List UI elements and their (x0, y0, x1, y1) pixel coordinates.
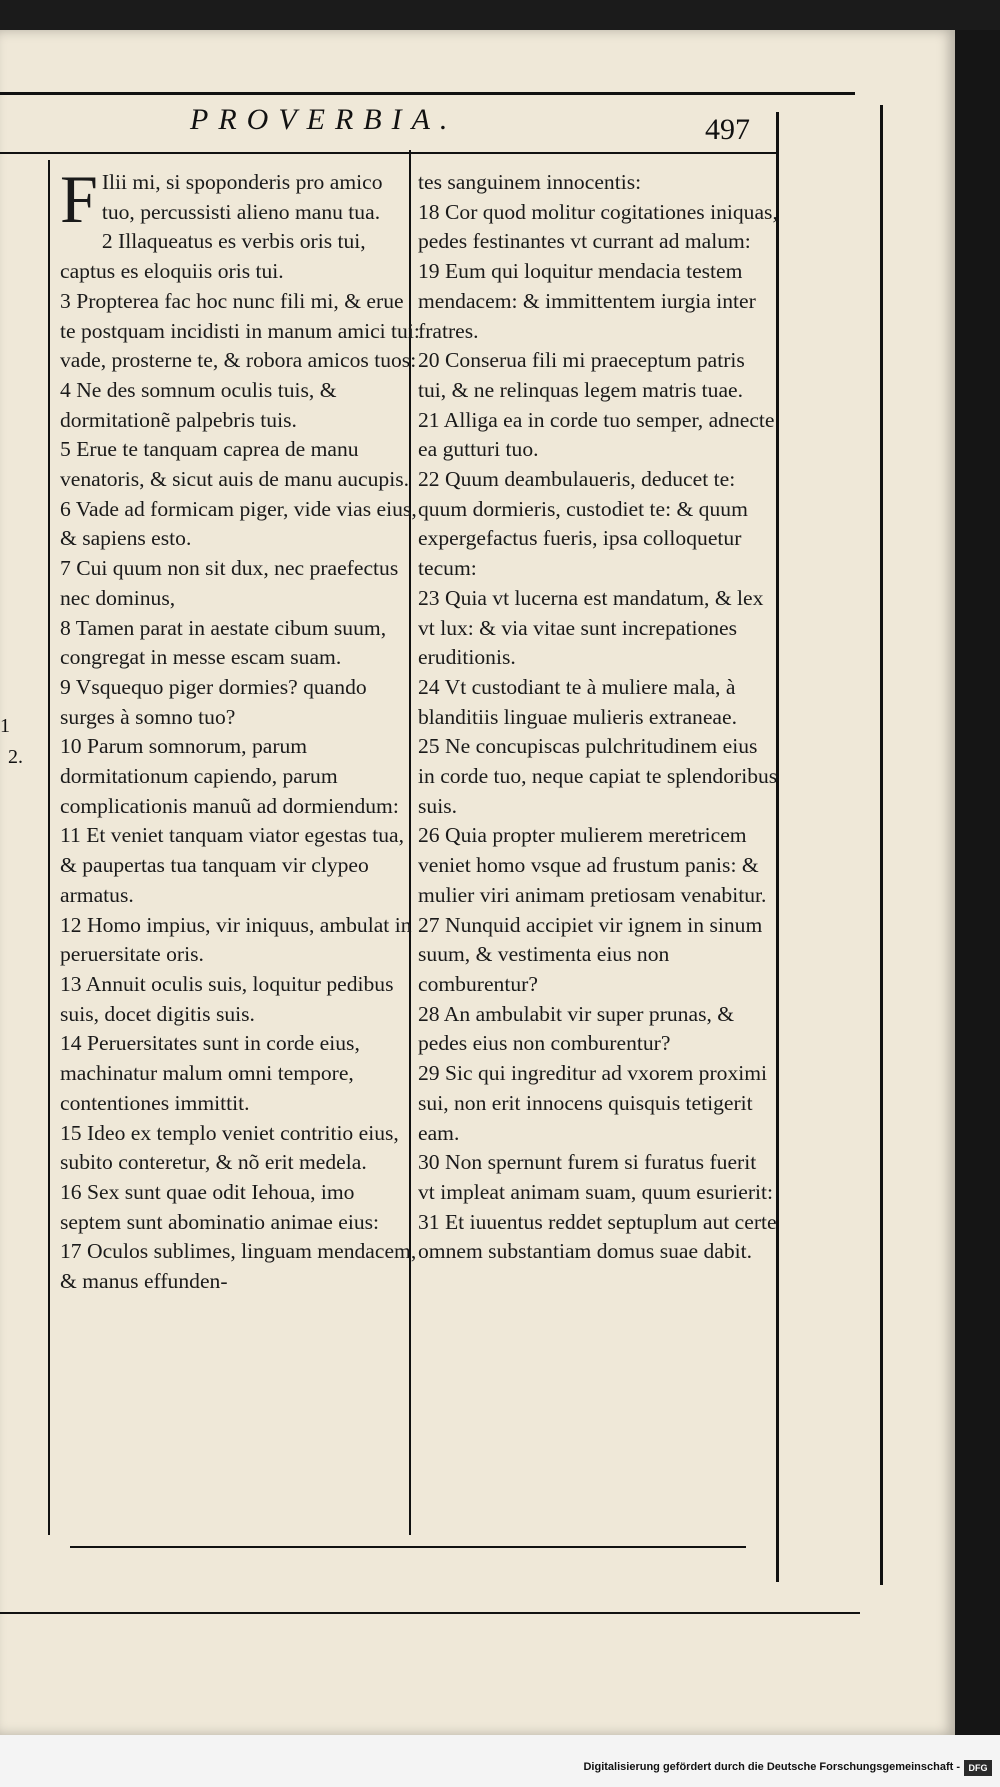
verse: 11 Et veniet tanquam viator egestas tua, & paupertas tua tanquam vir clypeo armatus. (60, 823, 404, 907)
verse: 30 Non spernunt furem si furatus fuerit vt impleat animam suam, quum esurierit: (418, 1150, 774, 1204)
verse: tes sanguinem innocentis: (418, 170, 642, 194)
verse: 19 Eum qui loquitur mendacia testem mendacem: & immittentem iurgia inter fratres. (418, 259, 756, 343)
header-rule (0, 152, 778, 154)
page-number: 497 (705, 113, 750, 146)
bottom-rule (70, 1546, 746, 1548)
dfg-logo: DFG (964, 1760, 992, 1776)
verse: 16 Sex sunt quae odit Iehoua, imo septem sunt abominatio animae eius: (60, 1179, 380, 1234)
verse: 29 Sic qui ingreditur ad vxorem proximi sui, non erit innocens quisquis tetigerit eam. (418, 1061, 768, 1145)
verse: 12 Homo impius, vir iniquus, ambulat in peruersitate oris. (60, 912, 412, 967)
verse: 8 Tamen parat in aestate cibum suum, congregat in messe escam suam. (60, 615, 387, 670)
drop-cap: F (60, 161, 98, 237)
verse: 14 Peruersitates sunt in corde eius, machinatur malum omni tempore, contentiones immittit. (60, 1031, 360, 1115)
margin-mark: 2. (8, 746, 23, 768)
outer-right-rule (880, 105, 883, 1585)
verse: 17 Oculos sublimes, linguam mendacem, & manus effunden- (60, 1239, 417, 1294)
verse: 5 Erue te tanquam caprea de manu venatoris, & sicut auis de manu aucupis. (60, 437, 410, 492)
verse: 31 Et iuuentus reddet septuplum aut certe omnem substantiam domus suae dabit. (418, 1209, 777, 1264)
top-border-rule (0, 92, 855, 95)
left-column (60, 161, 420, 1297)
verse: 3 Propterea fac hoc nunc fili mi, & erue te postquam incidisti in manum amici tui: vade, prosterne te, & robora amicos tuos: (60, 288, 420, 373)
verse: 26 Quia propter mulierem meretricem veniet homo vsque ad frustum panis: & mulier viri animam pretiosam venabitur. (418, 823, 767, 907)
verse: 6 Vade ad formicam piger, vide vias eius, & sapiens esto. (60, 496, 417, 551)
verse: 13 Annuit oculis suis, loquitur pedibus suis, docet digitis suis. (60, 971, 394, 1026)
verse: 2 Illaqueatus es verbis oris tui, captus es eloquiis oris tui. (60, 229, 366, 284)
running-head: PROVERBIA. (190, 103, 458, 136)
verse: 7 Cui quum non sit dux, nec praefectus nec dominus, (60, 556, 399, 610)
verse: 10 Parum somnorum, parum dormitationum capiendo, parum complicationis manuũ ad dormiendum: (60, 734, 399, 818)
footer-bar (0, 1735, 1000, 1787)
verse: 28 An ambulabit vir super prunas, & pedes eius non comburentur? (418, 1001, 735, 1056)
verse: 18 Cor quod molitur cogitationes iniquas, pedes festinantes vt currant ad malum: (418, 199, 778, 254)
verse: 24 Vt custodiant te à muliere mala, à blanditiis linguae mulieris extraneae. (418, 674, 738, 729)
outer-bottom-rule (0, 1612, 860, 1614)
verse: 27 Nunquid accipiet vir ignem in sinum suum, & vestimenta eius non comburentur? (418, 912, 763, 996)
verse: Ilii mi, si spoponderis pro amico tuo, percussisti alieno manu tua. (101, 170, 383, 224)
verse: 15 Ideo ex templo veniet contritio eius, subito conteretur, & nõ erit medela. (60, 1120, 399, 1175)
verse: 22 Quum deambulaueris, deducet te: quum dormieris, custodiet te: & quum expergefactus fueris, ipsa colloquetur tecum: (418, 467, 748, 581)
verse: 23 Quia vt lucerna est mandatum, & lex vt lux: & via vitae sunt increpationes eruditionis. (418, 585, 764, 670)
left-vertical-rule (48, 160, 50, 1535)
verse: 21 Alliga ea in corde tuo semper, adnecte ea gutturi tuo. (418, 407, 775, 462)
margin-mark: 1 (0, 715, 10, 737)
verse: 9 Vsquequo piger dormies? quando surges à somno tuo? (60, 674, 367, 729)
right-column (418, 168, 778, 1267)
verse: 20 Conserua fili mi praeceptum patris tui, & ne relinquas legem matris tuae. (418, 348, 745, 402)
verse: 4 Ne des somnum oculis tuis, & dormitationẽ palpebris tuis. (60, 377, 337, 432)
page-edge-shadow (955, 30, 1000, 1735)
verse: 25 Ne concupiscas pulchritudinem eius in corde tuo, neque capiat te splendoribus suis. (418, 734, 778, 818)
footer-credit: Digitalisierung gefördert durch die Deutsche Forschungsgemeinschaft - (583, 1761, 960, 1773)
